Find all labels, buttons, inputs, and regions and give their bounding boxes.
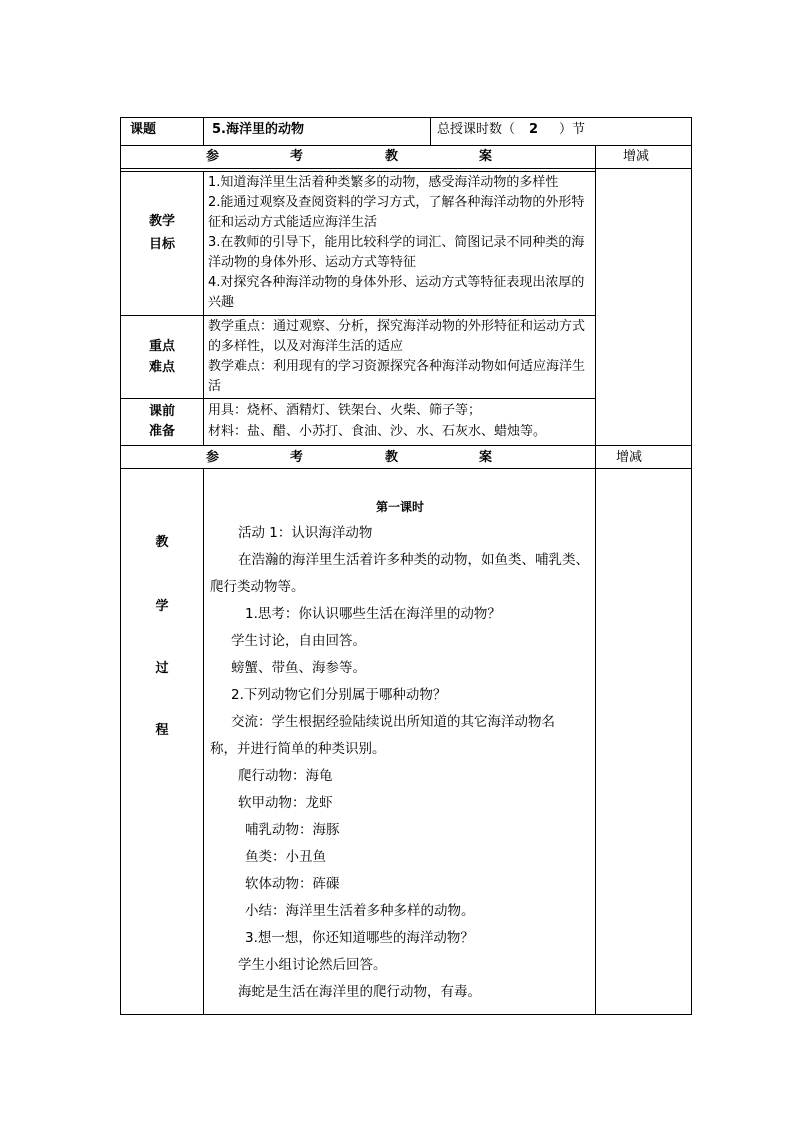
- total-hours-value: 2: [529, 122, 539, 137]
- rule: [120, 468, 692, 469]
- process-line: 3.想一想，你还知道哪些的海洋动物？: [245, 930, 474, 946]
- process-line: 爬行类动物等。: [210, 579, 305, 595]
- prep-label: 准备: [148, 424, 175, 439]
- rule: [120, 168, 692, 169]
- adjustment-header: 增减: [623, 149, 650, 164]
- process-line: 软甲动物：龙虾: [238, 795, 333, 811]
- goals-label: 目标: [148, 237, 175, 252]
- reference-char: 参: [206, 450, 220, 465]
- process-label: 程: [155, 723, 169, 738]
- reference-char: 案: [479, 149, 493, 164]
- process-line: 在浩瀚的海洋里生活着许多种类的动物，如鱼类、哺乳类、: [238, 552, 589, 568]
- process-line: 活动 1：认识海洋动物: [238, 525, 373, 541]
- rule: [430, 117, 431, 146]
- goal-item: 1.知道海洋里生活着种类繁多的动物，感受海洋动物的多样性: [208, 175, 559, 190]
- course-label: 课题: [130, 122, 157, 137]
- reference-char: 案: [479, 450, 493, 465]
- goal-item: 4.对探究各种海洋动物的身体外形、运动方式等特征表现出浓厚的兴趣: [208, 275, 585, 310]
- rule: [595, 145, 596, 446]
- rule: [595, 445, 596, 1015]
- rule: [120, 145, 692, 146]
- process-line: 学生讨论，自由回答。: [231, 633, 366, 649]
- process-label: 教: [155, 535, 169, 550]
- process-line: 螃蟹、带鱼、海参等。: [231, 660, 366, 676]
- key-points-label: 重点: [148, 339, 175, 354]
- reference-char: 教: [385, 450, 399, 465]
- process-line: 软体动物：砗磲: [245, 876, 340, 892]
- prep-label: 课前: [148, 404, 175, 419]
- key-point-item: 教学难点：利用现有的学习资源探究各种海洋动物如何适应海洋生活: [208, 359, 586, 394]
- process-line: 哺乳动物：海豚: [245, 822, 340, 838]
- rule: [120, 398, 596, 399]
- rule: [120, 117, 692, 118]
- prep-materials: 材料：盐、醋、小苏打、食油、沙、水、石灰水、蜡烛等。: [208, 424, 547, 439]
- process-line: 1.思考：你认识哪些生活在海洋里的动物？: [245, 606, 501, 622]
- rule: [120, 315, 596, 316]
- process-line: 鱼类：小丑鱼: [245, 849, 326, 865]
- rule: [691, 117, 692, 1015]
- total-hours-suffix: ）节: [559, 122, 586, 137]
- rule: [120, 171, 596, 172]
- process-line: 学生小组讨论然后回答。: [238, 957, 387, 973]
- reference-char: 考: [290, 450, 304, 465]
- rule: [203, 117, 204, 146]
- process-label: 过: [155, 661, 169, 676]
- adjustment-header: 增减: [616, 450, 643, 465]
- prep-tools: 用具：烧杯、酒精灯、铁架台、火柴、筛子等；: [208, 403, 482, 418]
- process-label: 学: [155, 599, 169, 614]
- reference-char: 教: [385, 149, 399, 164]
- rule: [120, 1014, 692, 1015]
- goal-item: 2.能通过观察及查阅资料的学习方式，了解各种海洋动物的外形特征和运动方式能适应海洋生活: [208, 195, 585, 230]
- goals-label: 教学: [148, 214, 175, 229]
- total-hours-prefix: 总授课时数（: [437, 122, 516, 137]
- process-line: 爬行动物：海龟: [238, 768, 333, 784]
- process-line: 称，并进行简单的种类识别。: [210, 741, 386, 757]
- lesson-title: 第一课时: [375, 500, 424, 514]
- process-line: 海蛇是生活在海洋里的爬行动物，有毒。: [238, 984, 481, 1000]
- process-line: 2.下列动物它们分别属于哪种动物？: [231, 687, 447, 703]
- key-point-item: 教学重点：通过观察、分析，探究海洋动物的外形特征和运动方式的多样性，以及对海洋生活的适应: [208, 319, 586, 354]
- reference-char: 参: [206, 149, 220, 164]
- key-points-label: 难点: [148, 360, 175, 375]
- process-line: 交流：学生根据经验陆续说出所知道的其它海洋动物名: [231, 714, 555, 730]
- rule: [120, 445, 692, 446]
- course-title: 5.海洋里的动物: [212, 122, 304, 137]
- process-line: 小结：海洋里生活着多种多样的动物。: [245, 903, 475, 919]
- reference-char: 考: [290, 149, 304, 164]
- goal-item: 3.在教师的引导下，能用比较科学的词汇、简图记录不同种类的海洋动物的身体外形、运动方式等特征: [208, 235, 585, 270]
